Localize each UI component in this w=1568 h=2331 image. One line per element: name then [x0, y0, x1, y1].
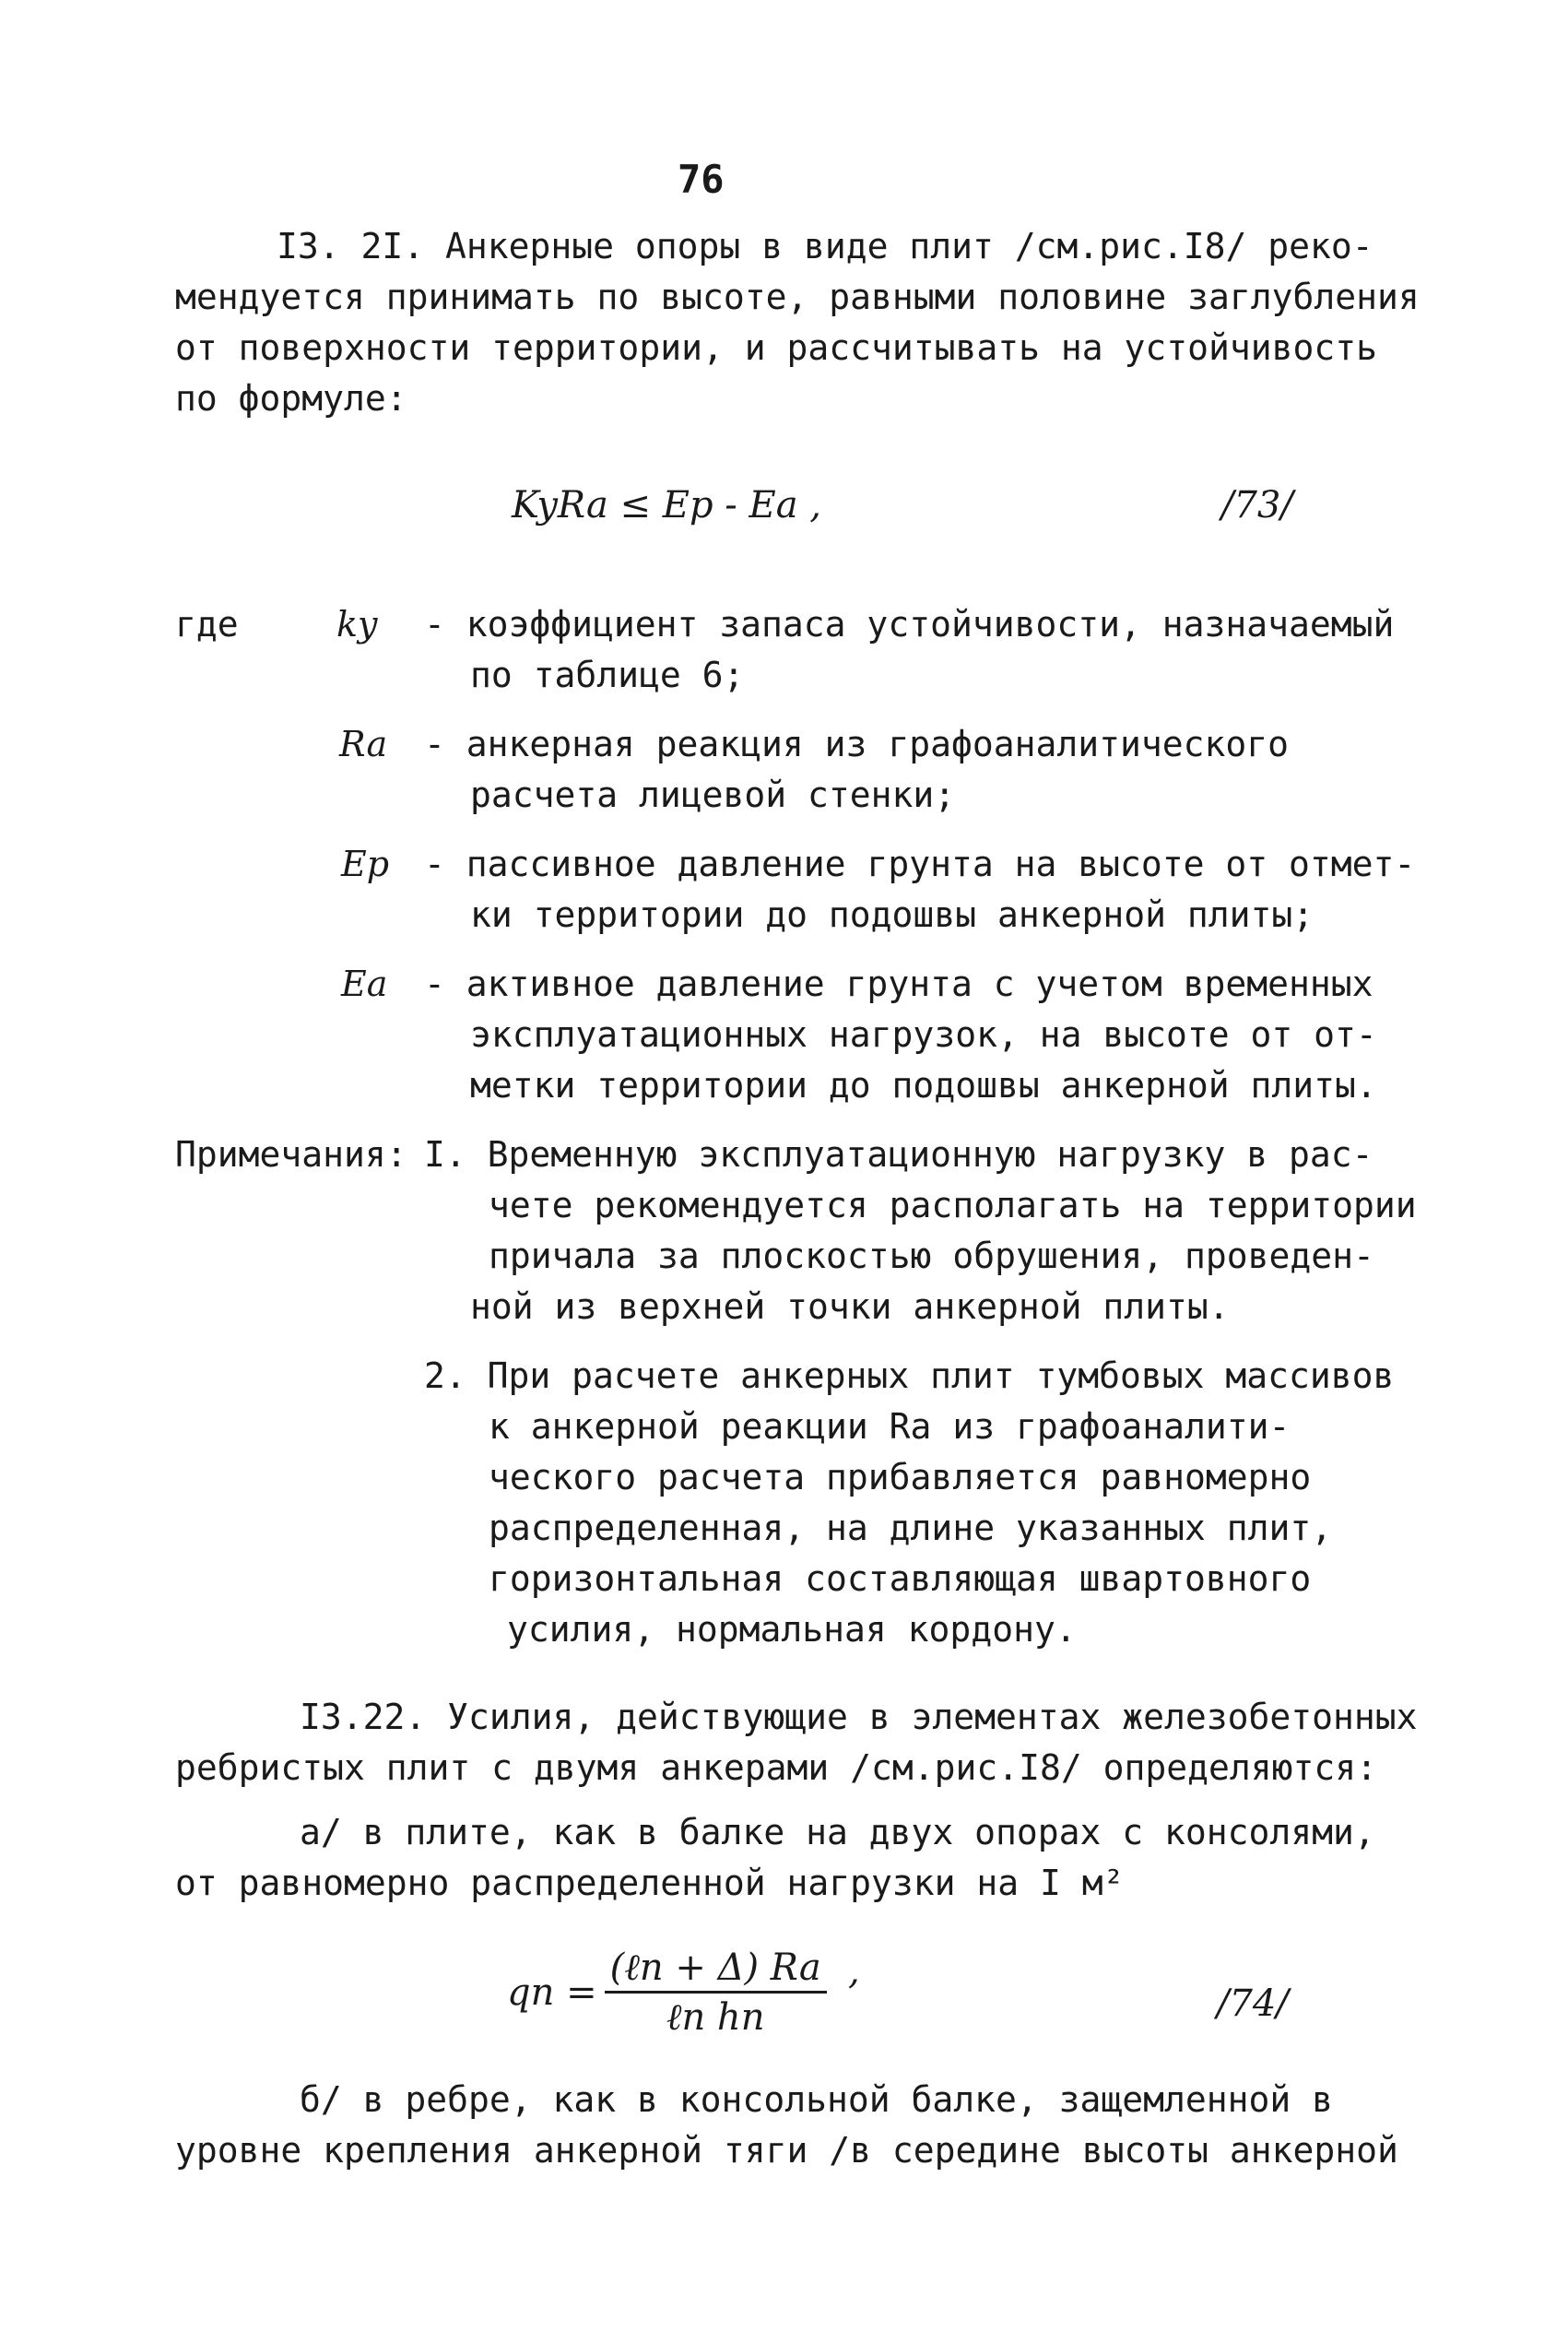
definition-ep-line-1: - пассивное давление грунта на высоте от отмет-: [424, 844, 1416, 884]
section-13-21-line-3: от поверхности территории, и рассчитывать на устойчивость: [175, 327, 1378, 368]
formula-74-fraction: [605, 1946, 827, 2039]
note-1-line-1: I. Временную эксплуатационную нагрузку в рас-: [424, 1134, 1373, 1175]
formula-74-number: /74/: [1217, 1982, 1289, 2025]
section-13-21-line-4: по формуле:: [175, 378, 407, 419]
definition-ra-line-1: - анкерная реакция из графоаналитического: [424, 724, 1289, 764]
item-b-line-1: б/ в ребре, как в консольной балке, защемленной в: [300, 2079, 1334, 2120]
notes-label: Примечания:: [175, 1134, 407, 1175]
note-2-line-3: ческого расчета прибавляется равномерно: [489, 1457, 1312, 1497]
note-2-line-4: распределенная, на длине указанных плит,: [489, 1508, 1333, 1548]
formula-74-lhs: qn =: [507, 1970, 597, 2014]
definition-symbol-ea: Ea: [341, 964, 388, 1004]
definition-symbol-ky: ky: [336, 604, 378, 645]
page-number: 76: [678, 157, 725, 202]
formula-74-comma: ,: [848, 1950, 860, 1993]
formula-74-denominator: ℓn hn: [666, 1996, 765, 2039]
definition-ky-line-1: - коэффициент запаса устойчивости, назначаемый: [424, 604, 1395, 645]
note-1-line-2: чете рекомендуется располагать на территории: [489, 1185, 1417, 1225]
note-1-line-4: ной из верхней точки анкерной плиты.: [470, 1286, 1230, 1327]
item-a-line-1: а/ в плите, как в балке на двух опорах с консолями,: [300, 1812, 1375, 1852]
definition-ky-line-2: по таблице 6;: [470, 655, 745, 695]
note-1-line-3: причала за плоскостью обрушения, проведен-: [489, 1236, 1374, 1276]
definition-ea-line-3: метки территории до подошвы анкерной плиты.: [470, 1065, 1377, 1106]
definition-symbol-ep: Ep: [341, 844, 390, 884]
item-b-line-2: уровне крепления анкерной тяги /в середине высоты анкерной: [175, 2130, 1398, 2171]
item-a-line-2: от равномерно распределенной нагрузки на I м²: [175, 1863, 1125, 1903]
definition-ea-line-1: - активное давление грунта с учетом временных: [424, 964, 1373, 1004]
section-13-22-line-2: ребристых плит с двумя анкерами /см.рис.I8/ определяются:: [175, 1747, 1378, 1788]
definition-ra-line-2: расчета лицевой стенки;: [470, 775, 956, 815]
section-13-21-line-2: мендуется принимать по высоте, равными половине заглубления: [175, 277, 1420, 317]
formula-73-number: /73/: [1221, 484, 1293, 527]
definition-symbol-ra: Ra: [339, 724, 388, 764]
formula-73: KyRa ≤ Ep - Ea ,: [512, 484, 821, 527]
formula-74-numerator: (ℓn + Δ) Ra: [605, 1946, 827, 1994]
note-2-line-5: горизонтальная составляющая швартовного: [489, 1558, 1312, 1599]
definition-ep-line-2: ки территории до подошвы анкерной плиты;: [470, 894, 1315, 935]
formula-74: [507, 1946, 827, 2039]
definition-ea-line-2: эксплуатационных нагрузок, на высоте от от-: [470, 1014, 1377, 1055]
note-2-line-6: усилия, нормальная кордону.: [507, 1609, 1077, 1650]
note-2-line-1: 2. При расчете анкерных плит тумбовых массивов: [424, 1355, 1395, 1396]
section-13-22-line-1: I3.22. Усилия, действующие в элементах железобетонных: [300, 1697, 1418, 1737]
note-2-line-2: к анкерной реакции Ra из графоаналити-: [489, 1406, 1291, 1447]
section-13-21-line-1: I3. 2I. Анкерные опоры в виде плит /см.рис.I8/ реко-: [277, 226, 1373, 266]
where-label: где: [175, 604, 239, 645]
